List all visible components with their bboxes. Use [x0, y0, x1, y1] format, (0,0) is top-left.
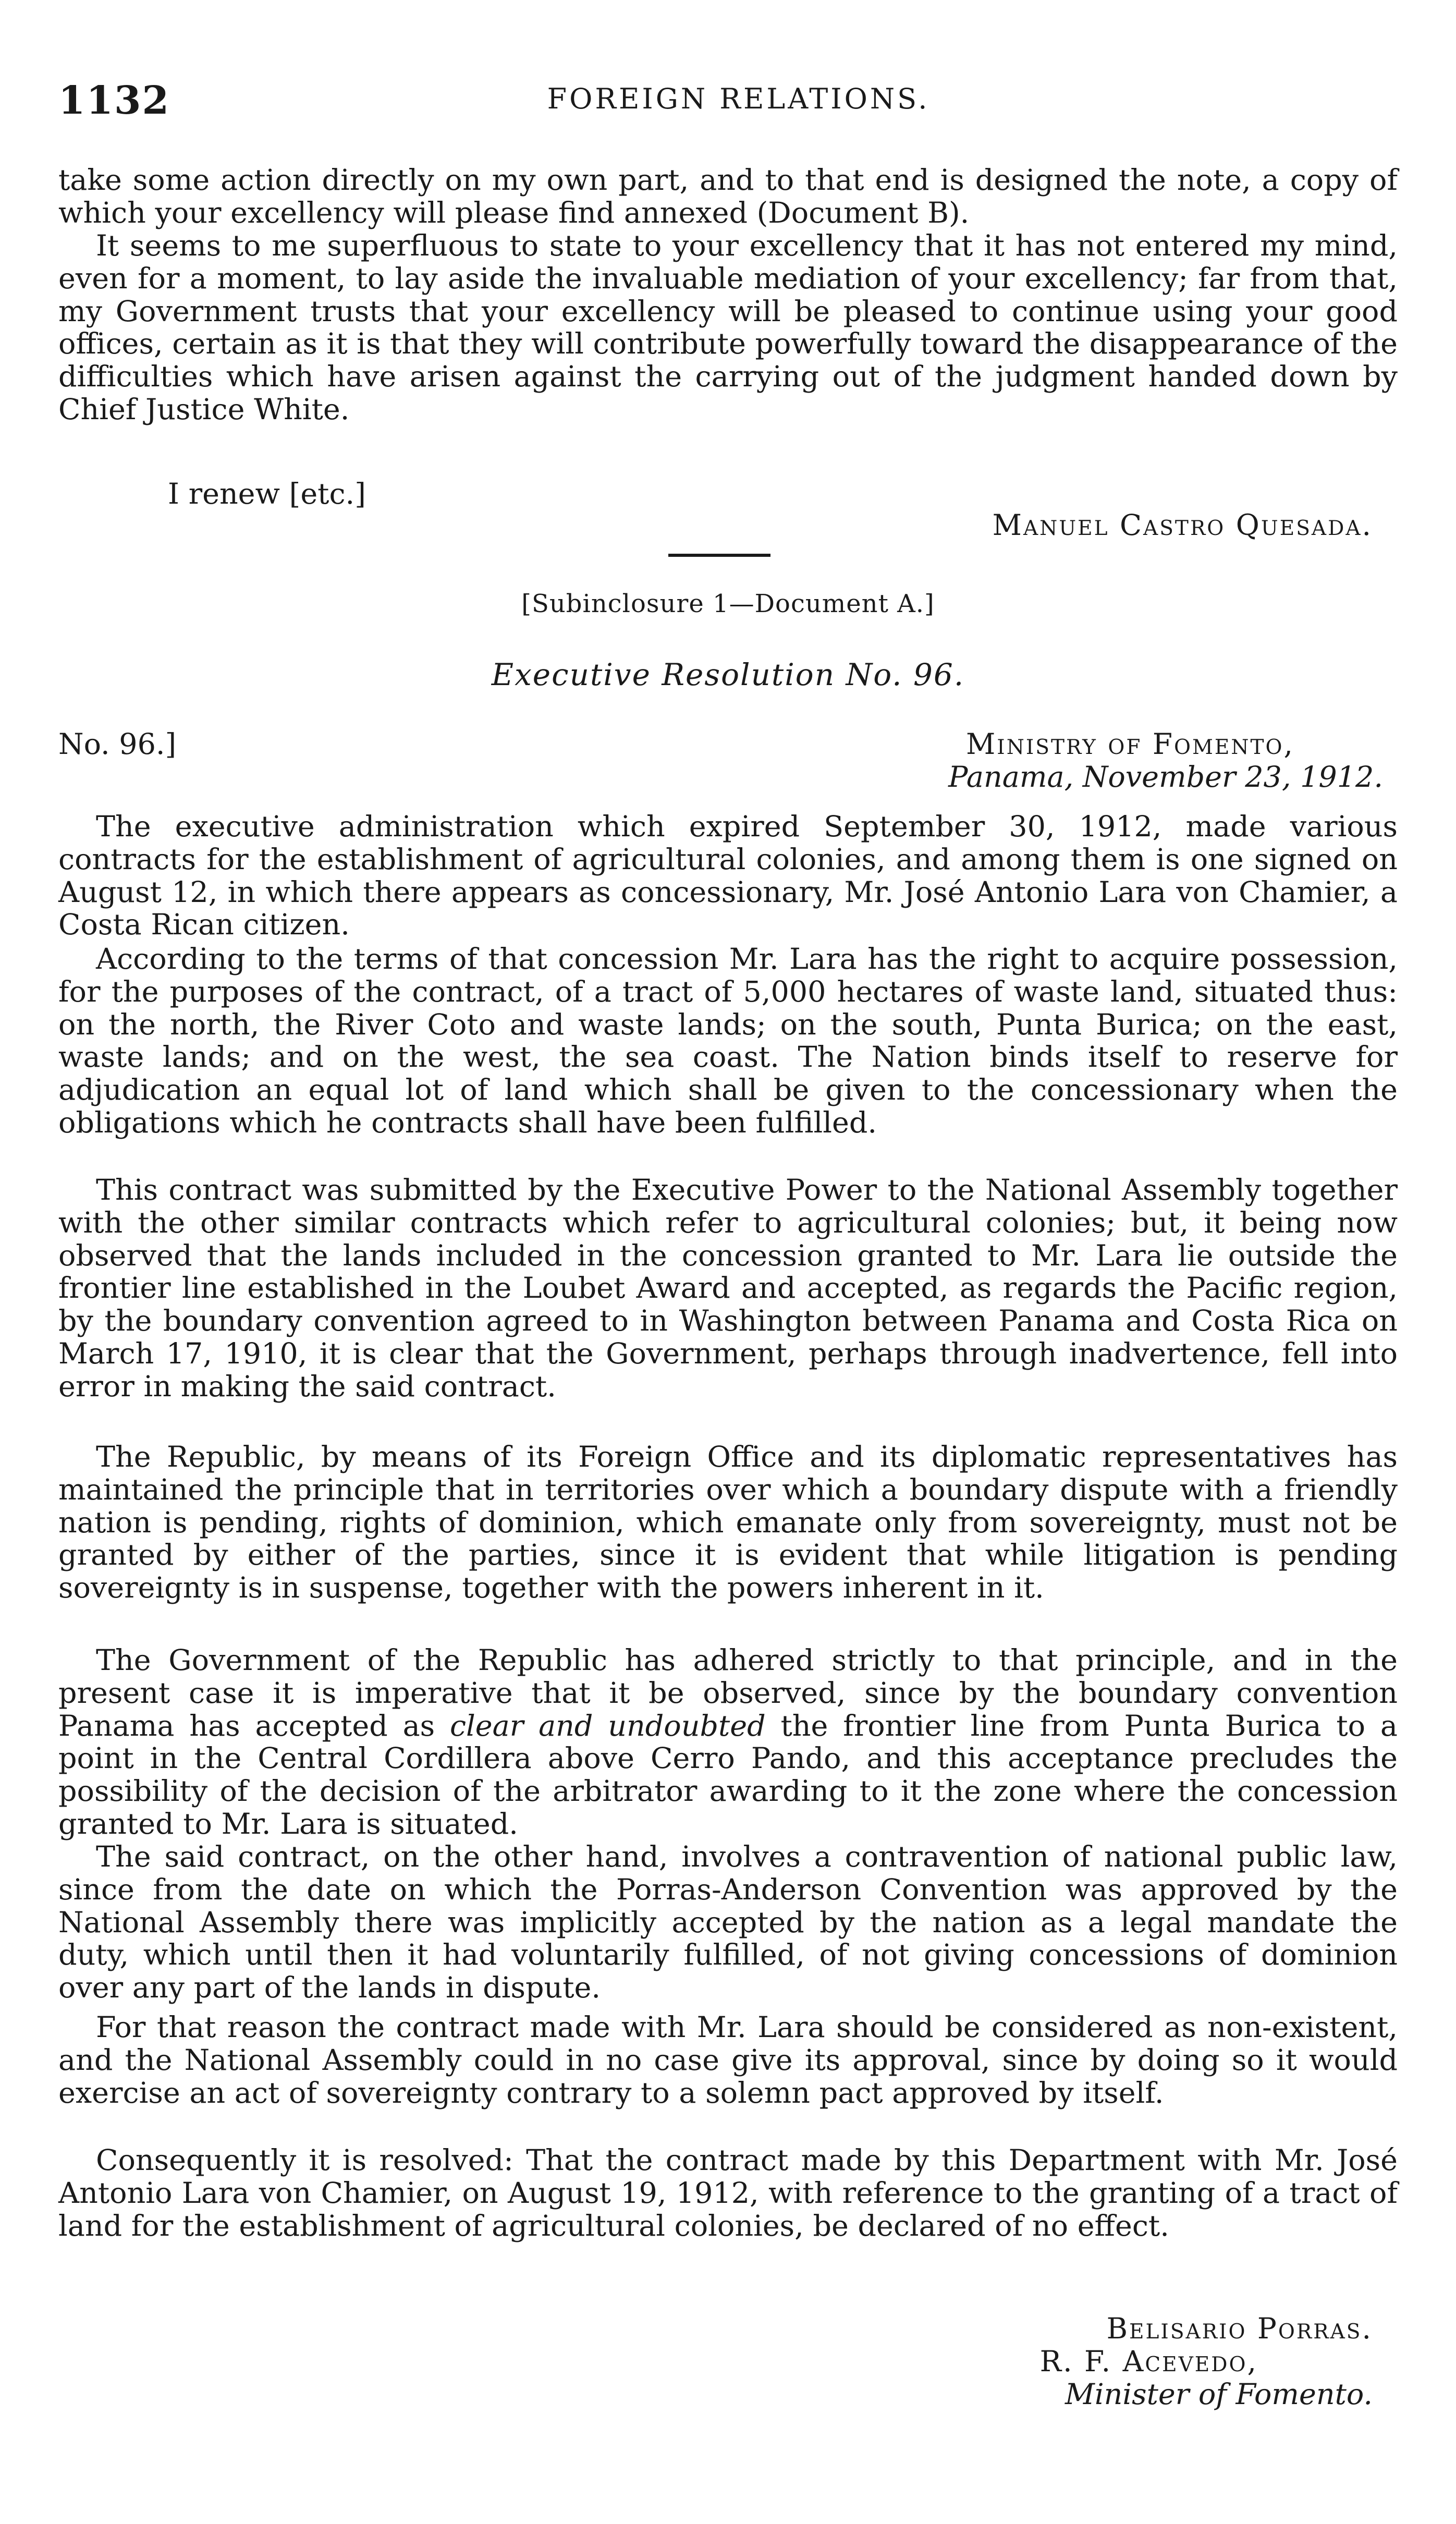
- signature-title: Minister of Fomento.: [1065, 2377, 1373, 2411]
- resolution-paragraph-4: The Republic, by means of its Foreign Office and its diplomatic representatives has maintained the principle that in territories over which a boundary dispute with a friendly nation is pending, rights of dominion, which emanate only from sovereignty, must not be granted by either of the parties, since it is evident that while litigation is pending sovereignty is in suspense, together with the powers inherent in it.: [58, 1440, 1398, 1605]
- letter-paragraph-2: It seems to me superfluous to state to your excellency that it has not entered my mind, even for a moment, to lay aside the invaluable mediation of your excellency; far from that, my Government trusts that your excellency will be pleased to continue using your good offices, certain as it is that they will contribute powerfully toward the disappearance of the difficulties which have arisen against the carrying out of the judgment handed down by Chief Justice White.: [58, 229, 1398, 426]
- resolution-paragraph-8: Consequently it is resolved: That the contract made by this Department with Mr. José Antonio Lara von Chamier, on August 19, 1912, with reference to the granting of a tract of land for the establishment of agricultural colonies, be declared of no effect.: [58, 2143, 1398, 2243]
- page-header: [58, 78, 1398, 130]
- resolution-title: Executive Resolution No. 96.: [491, 657, 965, 692]
- signature-acevedo: R. F. Acevedo,: [1039, 2345, 1258, 2378]
- resolution-number: No. 96.]: [58, 727, 177, 761]
- letter-paragraph-1: take some action directly on my own part, and to that end is designed the note, a copy of which your excellency will please find annexed (Document B).: [58, 163, 1398, 230]
- letter-signature: Manuel Castro Quesada.: [992, 508, 1373, 542]
- letter-closing: I renew [etc.]: [168, 477, 366, 511]
- resolution-paragraph-6: The said contract, on the other hand, involves a contravention of national public law, since from the date on which the Porras-Anderson Convention was approved by the National Assembly there was implicitly accepted by the nation as a legal mandate the duty, which until then it had voluntarily fulfilled, of not giving concessions of dominion over any part of the lands in dispute.: [58, 1840, 1398, 2005]
- resolution-paragraph-5: [58, 1644, 1398, 1841]
- place-date: Panama, November 23, 1912.: [948, 760, 1383, 794]
- resolution-paragraph-2: According to the terms of that concession Mr. Lara has the right to acquire possession, for the purposes of the contract, of a tract of 5,000 hectares of waste land, situated thus: on the north, the River Coto and waste lands; on the south, Punta Burica; on the east, waste lands; and on the west, the sea coast. The Nation binds itself to reserve for adjudication an equal lot of land which shall be given to the concessionary when the obligations which he contracts shall have been fulfilled.: [58, 942, 1398, 1140]
- separator-rule: [668, 554, 770, 557]
- page-number: 1132: [58, 78, 170, 123]
- ministry-name: Ministry of Fomento,: [965, 727, 1294, 761]
- paragraph-5-text-a: The Government of the Republic has adhered strictly to that principle, and in the present case it is imperative that it be observed, since by the boundary convention Panama has accepted as: [58, 1643, 1398, 1743]
- subinclosure-label: [Subinclosure 1—Document A.]: [521, 589, 935, 618]
- running-head: FOREIGN RELATIONS.: [547, 82, 930, 115]
- paragraph-5-text-b: the frontier line from Punta Burica to a point in the Central Cordillera above Cerro Pando, and this acceptance precludes the possibility of the decision of the arbitrator awarding to it the zone where the concession granted to Mr. Lara is situated.: [58, 1709, 1398, 1841]
- resolution-paragraph-3: This contract was submitted by the Executive Power to the National Assembly together with the other similar contracts which refer to agricultural colonies; but, it being now observed that the lands included in the concession granted to Mr. Lara lie outside the frontier line established in the Loubet Award and accepted, as regards the Pacific region, by the boundary convention agreed to in Washington between Panama and Costa Rica on March 17, 1910, it is clear that the Government, perhaps through inadvertence, fell into error in making the said contract.: [58, 1173, 1398, 1404]
- resolution-paragraph-1: The executive administration which expired September 30, 1912, made various contracts for the establishment of agricultural colonies, and among them is one signed on August 12, in which there appears as concessionary, Mr. José Antonio Lara von Chamier, a Costa Rican citizen.: [58, 810, 1398, 942]
- resolution-paragraph-7: For that reason the contract made with Mr. Lara should be considered as non-existent, and the National Assembly could in no case give its approval, since by doing so it would exercise an act of sovereignty contrary to a solemn pact approved by itself.: [58, 2010, 1398, 2110]
- signature-porras: Belisario Porras.: [1106, 2312, 1373, 2345]
- paragraph-5-italic: clear and undoubted: [449, 1709, 766, 1743]
